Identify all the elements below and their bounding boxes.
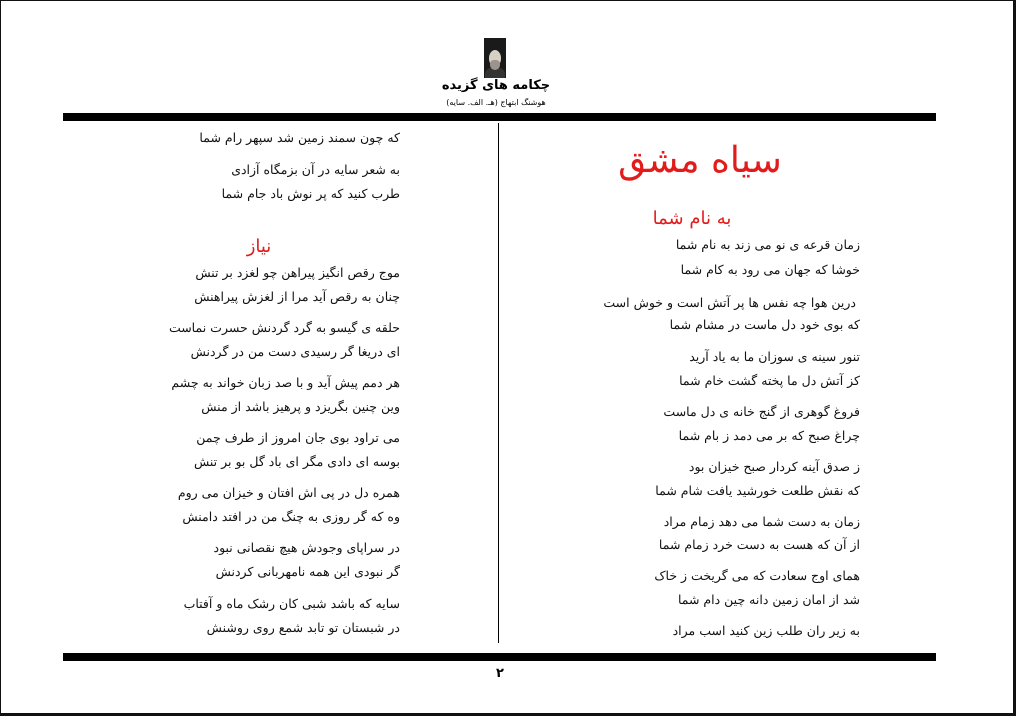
verse-line: تنور سینه ی سوزان ما به یاد آرید xyxy=(689,349,860,364)
verse-line: ز صدق آینه کردار صبح خیزان بود xyxy=(688,459,860,474)
verse-line: شد از امان زمین دانه چین دام شما xyxy=(677,592,860,607)
verse-line: سایه که باشد شبی کان رشک ماه و آفتاب xyxy=(183,596,400,611)
verse-line: موج رقص انگیز پیراهن چو لغزد بر تنش xyxy=(195,265,400,280)
verse-line: که چون سمند زمین شد سپهر رام شما xyxy=(199,130,400,145)
verse-line: به زیر ران طلب زین کنید اسب مراد xyxy=(672,623,860,638)
verse-line: وین چنین بگریزد و پرهیز باشد از منش xyxy=(201,399,400,414)
poem-title-right: به نام شما xyxy=(652,208,732,229)
verse-line: که نقش طلعت خورشید یافت شام شما xyxy=(655,483,860,498)
book-title: چکامه های گزیده xyxy=(441,78,551,93)
verse-line: فروغ گوهری از گنج خانه ی دل ماست xyxy=(663,404,860,419)
verse-line: زمان قرعه ی نو می زند به نام شما xyxy=(675,237,860,252)
verse-line: حلقه ی گیسو به گرد گردنش حسرت نماست xyxy=(168,320,400,335)
verse-line: زمان به دست شما می دهد زمام مراد xyxy=(663,514,860,529)
poem-title-left: نیاز xyxy=(246,236,272,257)
verse-line: طرب کنید که پر نوش باد جام شما xyxy=(221,186,400,201)
collection-title: سیاه مشق xyxy=(618,140,782,181)
verse-line: که بوی خود دل ماست در مشام شما xyxy=(669,317,860,332)
verse-line: از آن که هست به دست خرد زمام شما xyxy=(658,537,860,552)
verse-line: همره دل در پی اش افتان و خیزان می روم xyxy=(177,485,400,500)
right-page-verses xyxy=(560,0,860,722)
verse-line: در سراپای وجودش هیچ نقصانی نبود xyxy=(213,540,400,555)
verse-line: ای دریغا گر رسیدی دست من در گردنش xyxy=(190,344,400,359)
verse-line: درین هوا چه نفس ها پر آتش است و خوش است xyxy=(603,295,856,310)
column-divider xyxy=(498,123,499,643)
verse-line: خوشا که جهان می رود به کام شما xyxy=(680,262,860,277)
verse-line: می تراود بوی جان امروز از طرف چمن xyxy=(196,430,400,445)
verse-line: بوسه ای دادی مگر ای باد گل بو بر تنش xyxy=(193,454,400,469)
verse-line: چنان به رقص آید مرا از لغزش پیراهنش xyxy=(194,289,400,304)
verse-line: به شعر سایه در آن بزمگاه آزادی xyxy=(231,162,400,177)
book-author: هوشنگ ابتهاج (هـ. الف. سایه) xyxy=(446,98,546,107)
verse-line: در شبستان تو تابد شمع روی روشنش xyxy=(206,620,400,635)
verse-line: وه که گر روزی به چنگ من در افتد دامنش xyxy=(182,509,400,524)
verse-line: همای اوج سعادت که می گریخت ز خاک xyxy=(654,568,860,583)
page-number: ۲ xyxy=(496,666,504,681)
verse-line: چراغ صبح که بر می دمد ز بام شما xyxy=(678,428,860,443)
verse-line: گر نبودی این همه نامهربانی کردنش xyxy=(215,564,400,579)
author-portrait-image xyxy=(484,38,506,78)
verse-line: کز آتش دل ما پخته گشت خام شما xyxy=(679,373,860,388)
verse-line: هر دمم پیش آید و با صد زبان خواند به چشم xyxy=(171,375,400,390)
left-page-verses xyxy=(100,0,400,722)
